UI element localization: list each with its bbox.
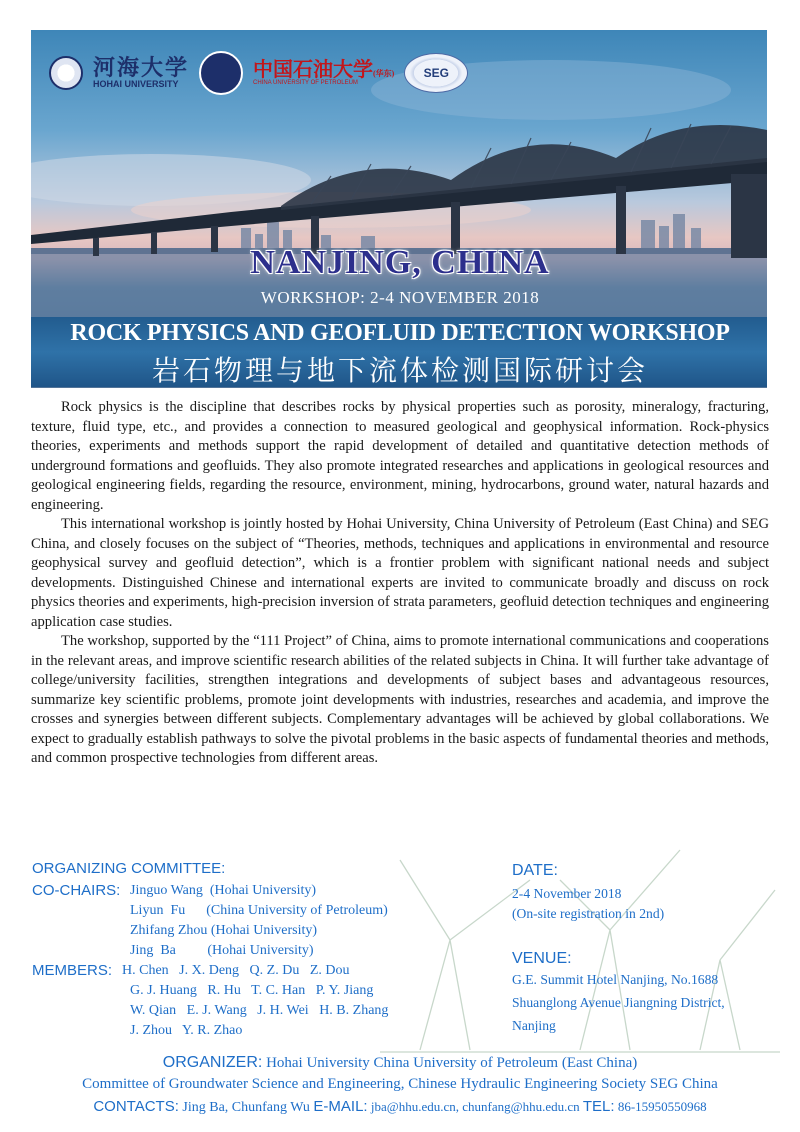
contacts-text: Jing Ba, Chunfang Wu bbox=[178, 1100, 314, 1115]
seg-logo: SEG bbox=[404, 53, 468, 93]
members-line-3: W. Qian E. J. Wang J. H. Wei H. B. Zhang bbox=[130, 1003, 389, 1018]
members-line-2: G. J. Huang R. Hu T. C. Han P. Y. Jiang bbox=[130, 983, 374, 998]
cochair-4: Jing Ba (Hohai University) bbox=[130, 943, 314, 958]
paragraph-1: Rock physics is the discipline that describes rocks by physical properties such as porosity, mineralogy, fracturing, texture, fluid type, etc., and provides a connection to measured geological and geophysical information. Rock-physics theories, experiments and methods support the rapid development of detailed and quantitative detection methods of underground formations and geofluids. They also promote integrated researches and applications in geological resources and geological engineering fields, regarding the resource, environment, mining, hydrocarbons, ground water, natural hazards and engineering. bbox=[31, 399, 769, 513]
email-label: E-MAIL: bbox=[313, 1098, 368, 1115]
logo-strip bbox=[49, 44, 468, 102]
cochair-3: Zhifang Zhou (Hohai University) bbox=[130, 923, 318, 938]
venue-line-3: Nanjing bbox=[512, 1018, 556, 1033]
workshop-title-en: ROCK PHYSICS AND GEOFLUID DETECTION WORKSHOP bbox=[70, 320, 730, 346]
venue-heading: VENUE: bbox=[512, 950, 572, 967]
hohai-logo-en: HOHAI UNIVERSITY bbox=[93, 79, 179, 89]
venue-line-2: Shuanglong Avenue Jiangning District, bbox=[512, 995, 725, 1010]
workshop-dates: WORKSHOP: 2-4 NOVEMBER 2018 bbox=[260, 288, 540, 307]
committee-heading: ORGANIZING COMMITTEE: bbox=[32, 860, 226, 877]
description-body bbox=[31, 398, 769, 769]
venue-line-1: G.E. Summit Hotel Nanjing, No.1688 bbox=[512, 972, 719, 987]
members-line-1: H. Chen J. X. Deng Q. Z. Du Z. Dou bbox=[122, 963, 350, 978]
cochair-1: Jinguo Wang (Hohai University) bbox=[130, 883, 317, 898]
date-heading: DATE: bbox=[512, 862, 558, 879]
date-line-2: (On-site registration in 2nd) bbox=[512, 906, 665, 921]
upc-logo-en: CHINA UNIVERSITY OF PETROLEUM bbox=[253, 80, 358, 86]
contacts-label: CONTACTS: bbox=[93, 1098, 179, 1115]
date-line-1: 2-4 November 2018 bbox=[512, 886, 622, 901]
members-line-4: J. Zhou Y. R. Zhao bbox=[130, 1023, 243, 1038]
committee-society-line: Committee of Groundwater Science and Engineering, Chinese Hydraulic Engineering Society SEG China bbox=[82, 1076, 718, 1092]
upc-seal-icon bbox=[199, 51, 243, 95]
organizer-label: ORGANIZER: bbox=[162, 1054, 263, 1071]
organizer-text: Hohai University China University of Petroleum (East China) bbox=[262, 1055, 638, 1071]
workshop-title-cn: 岩石物理与地下流体检测国际研讨会 bbox=[151, 354, 648, 387]
cochair-2: Liyun Fu (China University of Petroleum) bbox=[130, 903, 388, 918]
hohai-logo-cn: 河海大学 bbox=[93, 55, 190, 80]
upc-logo bbox=[253, 60, 394, 86]
organizer-line bbox=[0, 1054, 800, 1072]
city-title: NANJING, CHINA bbox=[250, 244, 550, 281]
contacts-line bbox=[0, 1098, 800, 1116]
members-label: MEMBERS: bbox=[32, 962, 113, 979]
tel-label: TEL: bbox=[582, 1098, 615, 1115]
upc-logo-cn: 中国石油大学 bbox=[253, 59, 374, 81]
paragraph-2: This international workshop is jointly hosted by Hohai University, China University of Petroleum (East China) and SEG China, and closely focuses on the subject of “Theories, methods, techniques and applications in environmental and resource geophysical survey and geofluid detection”, which is a frontier problem with significant national needs and subject developments. Distinguished Chinese and international experts are invited to communicate broadly and discuss on rock physics theories and experiments, high-precision inversion of strata parameters, geofluid detection techniques and engineering application case studies. bbox=[31, 516, 769, 630]
hohai-seal-icon bbox=[49, 56, 83, 90]
upc-logo-campus: (华东) bbox=[373, 69, 395, 78]
email-text[interactable]: jba@hhu.edu.cn, chunfang@hhu.edu.cn bbox=[367, 1099, 583, 1114]
hohai-logo bbox=[93, 57, 189, 89]
paragraph-3: The workshop, supported by the “111 Project” of China, aims to promote international communications and cooperations in the relevant areas, and improve scientific research abilities of the related subjects in China. It will further take advantage of college/university facilities, strengthen integrations and developments of subject bases and advantageous resources, summarize key scientific problems, promote joint developments with industries, researches and academia, and improve the crosses and synergies between different subjects. Complementary advantages will be achieved by global collaborations. We expect to gradually establish pathways to solve the pivotal problems in the basic aspects of fundamental theories and methods, and common prospective technologies from different areas. bbox=[31, 633, 770, 766]
cochairs-label: CO-CHAIRS: bbox=[32, 882, 121, 899]
crane-sketch-decoration bbox=[380, 820, 780, 1060]
tel-text: 86-15950550968 bbox=[614, 1099, 707, 1114]
